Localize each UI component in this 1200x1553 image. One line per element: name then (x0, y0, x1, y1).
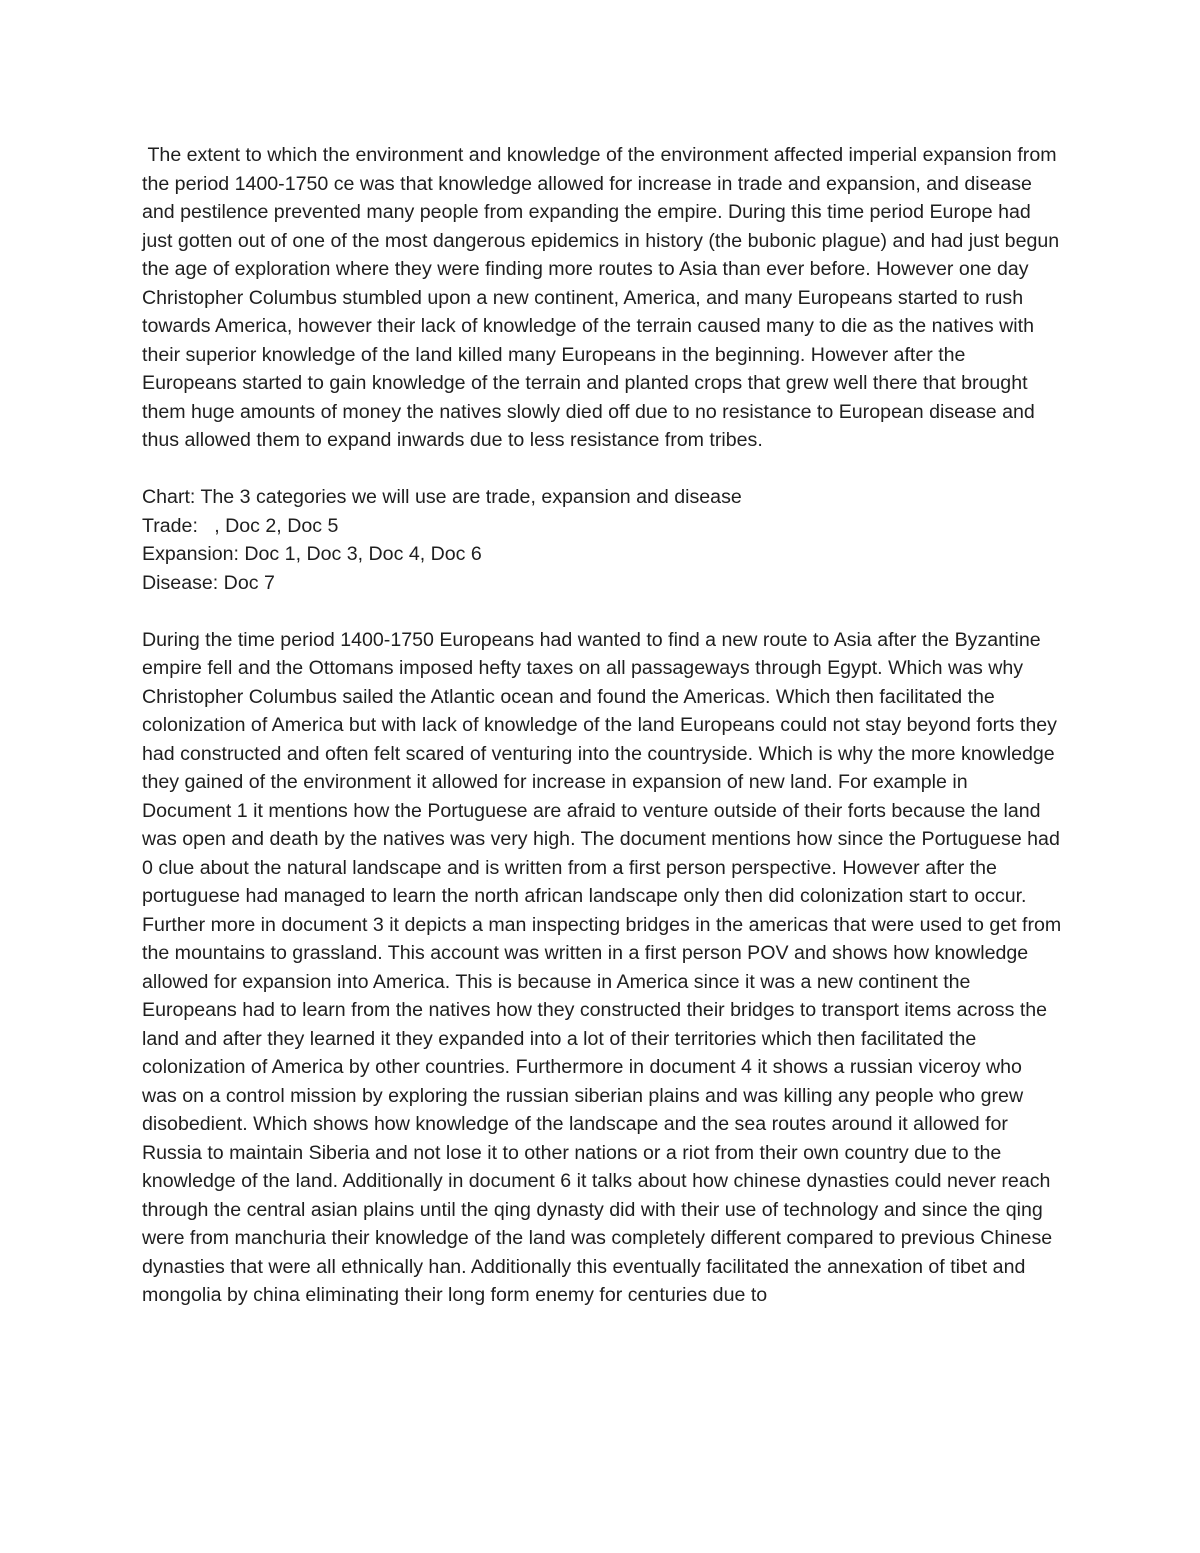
document-body (142, 141, 1067, 1310)
intro-paragraph: The extent to which the environment and knowledge of the environment affected imperial expansion from the period 1400-1750 ce was that knowledge allowed for increase in trade and expansion, and disease and pestilence prevented many people from expanding the empire. During this time period Europe had just gotten out of one of the most dangerous epidemics in history (the bubonic plague) and had just begun the age of exploration where they were finding more routes to Asia than ever before. However one day Christopher Columbus stumbled upon a new continent, America, and many Europeans started to rush towards America, however their lack of knowledge of the terrain caused many to die as the natives with their superior knowledge of the land killed many Europeans in the beginning. However after the Europeans started to gain knowledge of the terrain and planted crops that grew well there that brought them huge amounts of money the natives slowly died off due to no resistance to European disease and thus allowed them to expand inwards due to less resistance from tribes. (142, 144, 1065, 451)
chart-summary (142, 483, 1062, 597)
chart-disease-line: Disease: Doc 7 (142, 571, 275, 594)
chart-trade-line: Trade: , Doc 2, Doc 5 (142, 514, 339, 537)
chart-heading-line: Chart: The 3 categories we will use are trade, expansion and disease (142, 486, 742, 508)
body-paragraph: During the time period 1400-1750 Europeans had wanted to find a new route to Asia after the Byzantine empire fell and the Ottomans imposed hefty taxes on all passageways through Egypt. Which was why Christopher Columbus sailed the Atlantic ocean and found the Americas. Which then facilitated the colonization of America but with lack of knowledge of the land Europeans could not stay beyond forts they had constructed and often felt scared of venturing into the countryside. Which is why the more knowledge they gained of the environment it allowed for increase in expansion of new land. For example in Document 1 it mentions how the Portuguese are afraid to venture outside of their forts because the land was open and death by the natives was very high. The document mentions how since the Portuguese had 0 clue about the natural landscape and is written from a first person perspective. However after the portuguese had managed to learn the north african landscape only then did colonization start to occur. Further more in document 3 it depicts a man inspecting bridges in the americas that were used to get from the mountains to grassland. This account was written in a first person POV and shows how knowledge allowed for expansion into America. This is because in America since it was a new continent the Europeans had to learn from the natives how they constructed their bridges to transport items across the land and after they learned it they expanded into a lot of their territories which then facilitated the colonization of America by other countries. Furthermore in document 4 it shows a russian viceroy who was on a control mission by exploring the russian siberian plains and was killing any people who grew disobedient. Which shows how knowledge of the landscape and the sea routes around it allowed for Russia to maintain Siberia and not lose it to other nations or a riot from their own country due to the knowledge of the land. Additionally in document 6 it talks about how chinese dynasties could never reach through the central asian plains until the qing dynasty did with their use of technology and since the qing were from manchuria their knowledge of the land was completely different compared to previous Chinese dynasties that were all ethnically han. Additionally this eventually facilitated the annexation of tibet and mongolia by china eliminating their long form enemy for centuries due to (142, 628, 1067, 1306)
chart-expansion-line: Expansion: Doc 1, Doc 3, Doc 4, Doc 6 (142, 543, 482, 565)
